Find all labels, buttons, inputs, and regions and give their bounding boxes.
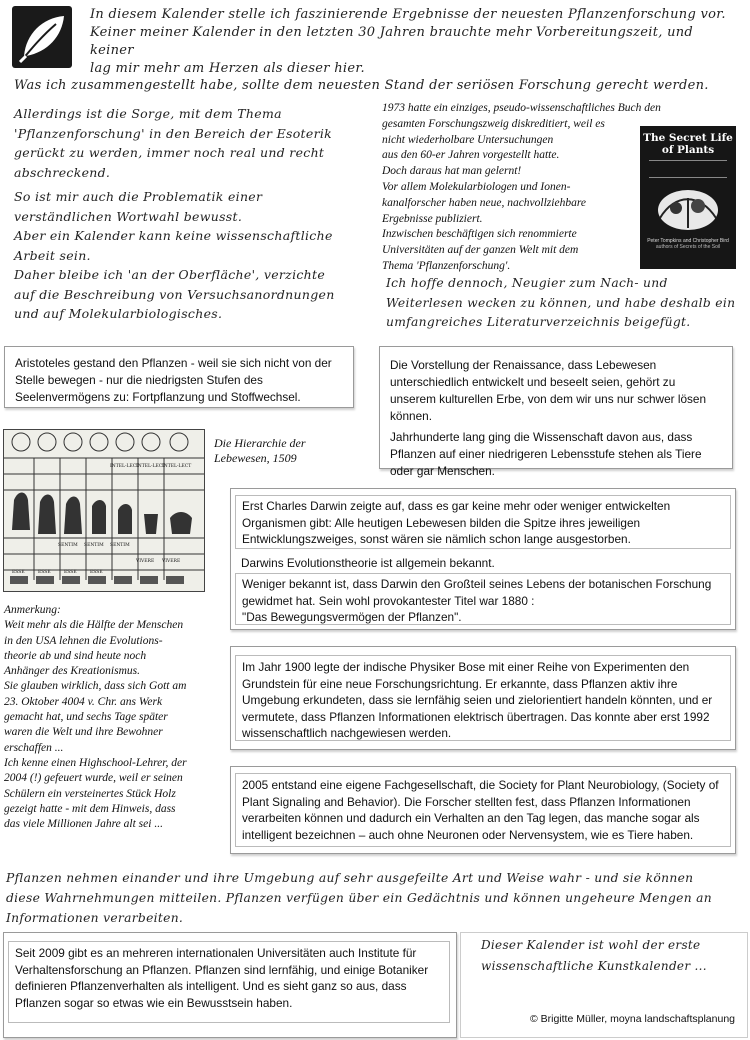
- hierarchy-woodcut-image: [3, 429, 205, 592]
- text-line: wissenschaftliche Kunstkalender ...: [481, 959, 707, 973]
- text-line: Arbeit sein.: [14, 247, 91, 263]
- leaf-logo-icon: [12, 6, 72, 68]
- caption-line: Die Hierarchie der: [214, 436, 306, 450]
- woodcut-label: INTEL-LECT: [110, 464, 140, 469]
- copyright-text: © Brigitte Müller, moyna landschaftsplanung: [529, 1013, 735, 1025]
- woodcut-label: SENTIM: [58, 543, 78, 548]
- woodcut-label: INTEL-LECT: [136, 464, 166, 469]
- woodcut-label: SENTIM: [110, 543, 130, 548]
- intro-line: In diesem Kalender stelle ich faszinierende Ergebnisse der neuesten Pflanzenforschung vor.: [90, 7, 726, 22]
- text-line: kanalforscher haben neue, nachvollziehbare: [382, 196, 586, 209]
- woodcut-label: VIVERE: [162, 559, 181, 564]
- woodcut-label: INTEL-LECT: [162, 464, 192, 469]
- woodcut-label: VIVERE: [136, 559, 155, 564]
- text-line: 'Pflanzenforschung' in den Bereich der Esoterik: [14, 125, 333, 141]
- darwin-text: Erst Charles Darwin zeigte auf, dass es gar keine mehr oder weniger entwickelten Organismen gibt: Alle heutigen Lebewesen bilden die Spitze ihres jeweiligen Entwicklungszweiges, sonst wären sie nämlich schon lange ausgestorben.: [242, 499, 671, 546]
- institutes-2009-box: [3, 932, 457, 1038]
- note-line: Anhänger des Kreationismus.: [4, 665, 140, 678]
- hierarchy-caption: [214, 436, 306, 466]
- aristoteles-text: Aristoteles gestand den Pflanzen - weil sie sich nicht von der Stelle bewegen - nur die niedrigsten Stufen des Seelenvermögens zu: Fortpflanzung und Stoffwechsel.: [15, 356, 332, 404]
- text-line: auf die Beschreibung von Versuchsanordnungen: [14, 286, 335, 302]
- note-text: [4, 603, 224, 832]
- book-title-line: of Plants: [661, 144, 715, 156]
- society-2005-box: [230, 766, 736, 854]
- darwin-inner-box: [235, 495, 731, 549]
- renaissance-text: Jahrhunderte lang ging die Wissenschaft davon aus, dass Pflanzen auf einer niedrigeren Lebensstufe stehen als Tiere oder gar Menschen.: [390, 430, 702, 478]
- note-line: erschaffen ...: [4, 741, 64, 754]
- note-line: waren die Welt und ihre Bewohner: [4, 726, 163, 739]
- book-text: [382, 101, 661, 275]
- text-line: Informationen verarbeiten.: [6, 911, 184, 925]
- note-line: Ich kenne einen Highschool-Lehrer, der: [4, 756, 187, 769]
- note-line: Schülern ein versteinertes Stück Holz: [4, 787, 176, 800]
- woodcut-label: ESSE: [38, 570, 51, 575]
- darwin-inner-box: [235, 573, 731, 625]
- renaissance-box: [379, 346, 733, 478]
- intro-text: [90, 6, 740, 78]
- book-title-line: The Secret Life: [643, 132, 733, 144]
- note-line: 23. Oktober 4004 v. Chr. ans Werk: [4, 695, 163, 708]
- text-line: aus den 60-er Jahren vorgestellt hatte.: [382, 149, 560, 162]
- book-title: [640, 132, 736, 156]
- text-line: Weiterlesen wecken zu können, und habe deshalb ein: [386, 295, 736, 310]
- text-line: gerückt zu werden, immer noch real und recht: [14, 145, 325, 160]
- closing-handwritten-text: [6, 868, 746, 928]
- book-cover-image: [640, 126, 736, 269]
- text-line: gesamten Forschungszweig diskreditiert, weil es: [382, 117, 605, 130]
- darwin-text: Weniger bekannt ist, dass Darwin den Großteil seines Lebens der botanischen Forschung gewidmet hat. Sein wohl provokantester Titel war 1880 :: [242, 577, 712, 608]
- text-line: Universitäten auf der ganzen Welt mit dem: [382, 244, 579, 257]
- woodcut-label: ESSE: [64, 570, 77, 575]
- left-handwritten-text: [14, 104, 384, 324]
- text-line: So ist mir auch die Problematik einer: [14, 189, 263, 204]
- darwin-text: "Das Bewegungsvermögen der Pflanzen".: [242, 610, 462, 624]
- aristoteles-box: [4, 346, 354, 408]
- note-line: Anmerkung:: [4, 604, 61, 616]
- text-line: nicht wiederholbare Untersuchungen: [382, 133, 554, 146]
- note-line: Sie glauben wirklich, dass sich Gott am: [4, 680, 187, 693]
- text-line: Ergebnisse publiziert.: [382, 212, 483, 225]
- text-line: Allerdings ist die Sorge, mit dem Thema: [14, 106, 282, 121]
- final-note-box: [460, 932, 748, 1038]
- text-line: Inzwischen beschäftigen sich renommierte: [382, 228, 577, 241]
- text-line: Doch daraus hat man gelernt!: [382, 165, 522, 178]
- text-line: und auf Molekularbiologisches.: [14, 306, 223, 321]
- text-line: Ich hoffe dennoch, Neugier zum Nach- und: [386, 276, 668, 290]
- woodcut-label: ESSE: [12, 570, 25, 575]
- bose-box: [230, 646, 736, 750]
- text-line: abschreckend.: [14, 164, 111, 180]
- caption-line: Lebewesen, 1509: [214, 451, 297, 465]
- text-line: verständlichen Wortwahl bewusst.: [14, 208, 243, 224]
- bose-text: Im Jahr 1900 legte der indische Physiker Bose mit einer Reihe von Experimenten den Grundstein für eine neue Forschungsrichtung. Er erkannte, dass Pflanzen aktiv ihre Umgebung erkundeten, dass sie lernfähig seien und zielorientiert handeln könnten, und er vermutete, dass Pflanzen Informationen elektrisch übertragen. Das konnte aber erst 1992 wissenschaftlich nachgewiesen werden.: [242, 660, 713, 740]
- institutes-2009-inner-box: [8, 941, 450, 1023]
- text-line: Thema 'Pflanzenforschung'.: [382, 259, 511, 272]
- woodcut-label: SENTIM: [84, 543, 104, 548]
- intro-line: Keiner meiner Kalender in den letzten 30 Jahren brauchte mehr Vorbereitungszeit, und keiner: [90, 25, 694, 58]
- text-line: umfangreiches Literaturverzeichnis beigefügt.: [386, 315, 691, 329]
- society-2005-inner-box: [235, 773, 731, 847]
- text-line: Vor allem Molekularbiologen und Ionen-: [382, 180, 571, 193]
- society-2005-text: 2005 entstand eine eigene Fachgesellschaft, die Society for Plant Neurobiology, (Society of Plant Signaling and Behavior). Die Forscher stellten fest, dass Pflanzen Informationen verarbeiten können und dadurch ein Verhalten an den Tag legen, das manche sogar als intelligent bezeichnen – auch ohne Neuronen oder Nervensystem, wie es Tiere haben.: [242, 778, 719, 842]
- text-line: Aber ein Kalender kann keine wissenschaftliche: [14, 228, 333, 243]
- intro-line: Was ich zusammengestellt habe, sollte dem neuesten Stand der seriösen Forschung gerecht werden.: [14, 78, 709, 93]
- note-line: gezeigt hatte - mit dem Hinweis, dass: [4, 802, 176, 815]
- note-line: Weit mehr als die Hälfte der Menschen: [4, 619, 184, 632]
- note-line: 2004 (!) gefeuert wurde, weil er seinen: [4, 772, 183, 785]
- bose-inner-box: [235, 655, 731, 741]
- renaissance-text: Die Vorstellung der Renaissance, dass Lebewesen unterschiedlich entwickelt und beseelt seien, gehört zu unserem kulturellen Erbe, von dem wir uns nur schwer lösen können.: [390, 358, 707, 423]
- note-line: theorie ab und sind heute noch: [4, 649, 147, 662]
- final-handwritten-text: [481, 935, 707, 977]
- text-line: Daher bleibe ich 'an der Oberfläche', verzichte: [14, 267, 326, 282]
- text-line: Pflanzen nehmen einander und ihre Umgebung auf sehr ausgefeilte Art und Weise wahr - und sie können: [6, 871, 694, 885]
- text-line: Dieser Kalender ist wohl der erste: [481, 938, 701, 952]
- note-line: gemacht hat, und sechs Tage später: [4, 711, 168, 724]
- book-authors-sub: authors of Secrets of the Soil: [655, 244, 721, 250]
- darwin-text: Darwins Evolutionstheorie ist allgemein bekannt.: [241, 556, 495, 570]
- plant-illustration: [640, 178, 736, 238]
- right-handwritten-text: [386, 274, 746, 333]
- book-authors: Peter Tompkins and Christopher Bird: [647, 238, 729, 244]
- woodcut-label: ESSE: [90, 570, 103, 575]
- text-line: diese Wahrnehmungen mitteilen. Pflanzen verfügen über ein Gedächtnis und können ungeheure Mengen an: [6, 891, 712, 905]
- institutes-2009-text: Seit 2009 gibt es an mehreren internationalen Universitäten auch Institute für Verhaltensforschung an Pflanzen. Pflanzen sind lernfähig, und einige Botaniker definieren Pflanzenverhalten als intelligent. Und es sieht ganz so aus, dass Pflanzen sogar so etwas wie ein Bewusstsein haben.: [15, 946, 429, 1010]
- book-blurb-placeholder: [649, 160, 727, 178]
- note-line: in den USA lehnen die Evolutions-: [4, 634, 163, 647]
- darwin-box: [230, 488, 736, 630]
- text-line: 1973 hatte ein einziges, pseudo-wissenschaftliches Buch den: [382, 102, 661, 114]
- note-line: das viele Millionen Jahre alt sei ...: [4, 818, 163, 831]
- intro-line: lag mir mehr am Herzen als dieser hier.: [90, 61, 365, 76]
